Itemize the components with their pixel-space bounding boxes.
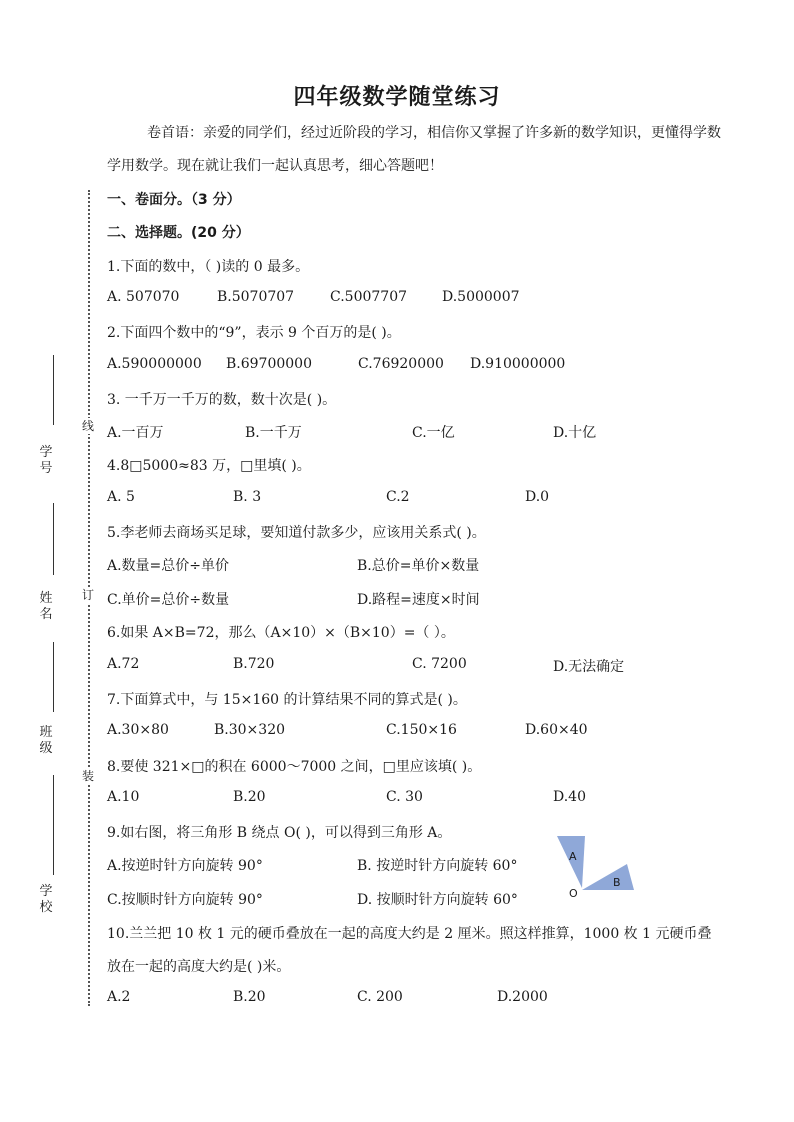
q6-option-d[interactable]: D.无法确定 — [553, 659, 625, 675]
q5-option-b[interactable]: B.总价=单价×数量 — [357, 558, 480, 574]
question-6: 6.如果 A×B=72，那么（A×10）×（B×10）=（ ）。 — [107, 625, 455, 641]
question-9: 9.如右图，将三角形 B 绕点 O( )，可以得到三角形 A。 — [107, 825, 452, 841]
q8-option-b[interactable]: B.20 — [233, 789, 266, 805]
question-10: 10.兰兰把 10 枚 1 元的硬币叠放在一起的高度大约是 2 厘米。照这样推算，1000 枚 1 元硬币叠放在一起的高度大约是( )米。 — [107, 926, 712, 975]
q8-option-a[interactable]: A.10 — [107, 789, 140, 805]
question-2: 2.下面四个数中的“9”，表示 9 个百万的是( )。 — [107, 325, 401, 341]
triangle-b-shape — [582, 864, 634, 890]
q4-option-b[interactable]: B. 3 — [233, 489, 262, 505]
q9-option-b[interactable]: B. 按逆时针方向旋转 60° — [357, 858, 518, 874]
student-id-label: 学号 — [39, 445, 53, 476]
q9-option-c[interactable]: C.按顺时针方向旋转 90° — [107, 892, 263, 908]
q7-option-a[interactable]: A.30×80 — [107, 722, 169, 738]
class-line[interactable] — [53, 642, 54, 712]
section-heading-1: 一、卷面分。（3 分） — [107, 192, 241, 208]
question-4: 4.8□5000≈83 万，□里填( )。 — [107, 458, 311, 474]
q8-option-c[interactable]: C. 30 — [386, 789, 423, 805]
q6-option-c[interactable]: C. 7200 — [412, 656, 467, 672]
q5-option-c[interactable]: C.单价=总价÷数量 — [107, 592, 230, 608]
question-7: 7.下面算式中，与 15×160 的计算结果不同的算式是( )。 — [107, 692, 467, 708]
rotation-figure — [552, 832, 642, 902]
name-label: 姓名 — [39, 591, 53, 622]
binding-word-ding: 订 — [81, 588, 94, 602]
q2-option-d[interactable]: D.910000000 — [470, 356, 566, 372]
question-1: 1.下面的数中，（ )读的 0 最多。 — [107, 259, 310, 275]
q6-option-b[interactable]: B.720 — [233, 656, 275, 672]
school-label: 学校 — [39, 884, 53, 915]
q8-option-d[interactable]: D.40 — [553, 789, 586, 805]
triangle-a-label: A — [569, 850, 577, 863]
binding-word-xian: 线 — [81, 419, 94, 433]
q7-option-b[interactable]: B.30×320 — [214, 722, 286, 738]
page-title: 四年级数学随堂练习 — [293, 85, 501, 110]
q4-option-d[interactable]: D.0 — [525, 489, 550, 505]
q2-option-b[interactable]: B.69700000 — [226, 356, 312, 372]
q9-option-a[interactable]: A.按逆时针方向旋转 90° — [107, 858, 263, 874]
section-heading-2: 二、选择题。(20 分） — [107, 225, 250, 241]
question-5: 5.李老师去商场买足球，要知道付款多少，应该用关系式( )。 — [107, 525, 486, 541]
triangle-b-label: B — [613, 876, 621, 889]
q3-option-c[interactable]: C.一亿 — [412, 425, 455, 441]
q3-option-b[interactable]: B.一千万 — [245, 425, 302, 441]
q5-option-a[interactable]: A.数量=总价÷单价 — [107, 558, 230, 574]
class-label: 班级 — [39, 725, 53, 756]
q7-option-c[interactable]: C.150×16 — [386, 722, 457, 738]
q10-option-c[interactable]: C. 200 — [357, 989, 403, 1005]
q1-option-d[interactable]: D.5000007 — [442, 289, 520, 305]
q5-option-d[interactable]: D.路程=速度×时间 — [357, 592, 480, 608]
q6-option-a[interactable]: A.72 — [107, 656, 140, 672]
intro-paragraph: 卷首语：亲爱的同学们，经过近阶段的学习，相信你又掌握了许多新的数学知识，更懂得学数学用数学。现在就让我们一起认真思考，细心答题吧！ — [107, 125, 721, 174]
question-8: 8.要使 321×□的积在 6000～7000 之间，□里应该填( )。 — [107, 759, 482, 775]
q2-option-c[interactable]: C.76920000 — [358, 356, 444, 372]
q9-option-d[interactable]: D. 按顺时针方向旋转 60° — [357, 892, 518, 908]
q4-option-c[interactable]: C.2 — [386, 489, 410, 505]
q3-option-d[interactable]: D.十亿 — [553, 425, 597, 441]
q10-option-d[interactable]: D.2000 — [497, 989, 548, 1005]
q3-option-a[interactable]: A.一百万 — [107, 425, 164, 441]
binding-word-zhuang: 装 — [81, 769, 94, 783]
point-o-label: O — [569, 887, 578, 900]
q1-option-a[interactable]: A. 507070 — [107, 289, 180, 305]
q1-option-b[interactable]: B.5070707 — [217, 289, 295, 305]
question-3: 3. 一千万一千万的数，数十次是( )。 — [107, 392, 337, 408]
q10-option-b[interactable]: B.20 — [233, 989, 266, 1005]
q1-option-c[interactable]: C.5007707 — [330, 289, 408, 305]
q10-option-a[interactable]: A.2 — [107, 989, 131, 1005]
q2-option-a[interactable]: A.590000000 — [107, 356, 202, 372]
q4-option-a[interactable]: A. 5 — [107, 489, 135, 505]
q7-option-d[interactable]: D.60×40 — [525, 722, 588, 738]
